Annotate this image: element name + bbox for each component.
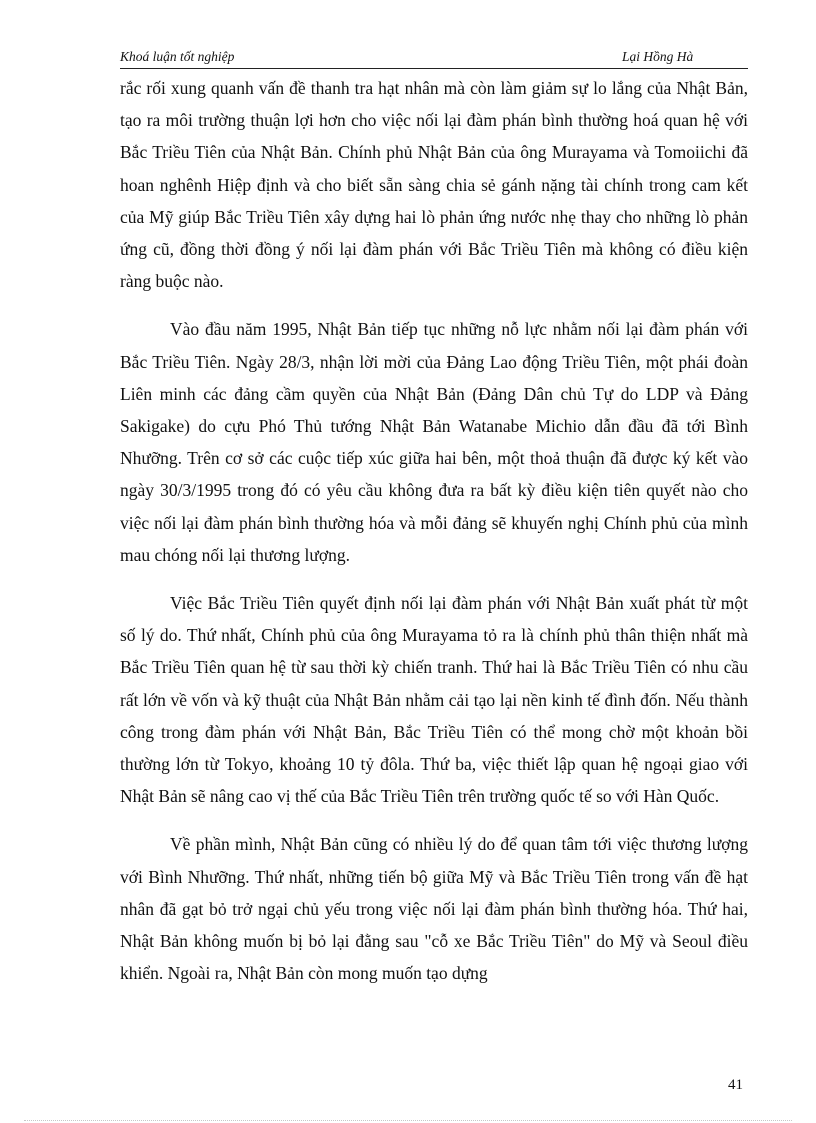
paragraph-3: Việc Bắc Triều Tiên quyết định nối lại đàm phán với Nhật Bản xuất phát từ một số lý do. Thứ nhất, Chính phủ của ông Murayama tỏ ra là chính phủ thân thiện nhất mà Bắc Triều Tiên quan hệ từ sau thời kỳ chiến tranh. Thứ hai là Bắc Triều Tiên có nhu cầu rất lớn về vốn và kỹ thuật của Nhật Bản nhằm cải tạo lại nền kinh tế đình đốn. Nếu thành công trong đàm phán với Nhật Bản, Bắc Triều Tiên có thể mong chờ một khoản bồi thường lớn từ Tokyo, khoảng 10 tỷ đôla. Thứ ba, việc thiết lập quan hệ ngoại giao với Nhật Bản sẽ nâng cao vị thế của Bắc Triều Tiên trên trường quốc tế so với Hàn Quốc. [120, 593, 748, 807]
paragraph-1: rắc rối xung quanh vấn đề thanh tra hạt nhân mà còn làm giảm sự lo lắng của Nhật Bản, tạo ra môi trường thuận lợi hơn cho việc nối lại đàm phán bình thường hoá quan hệ với Bắc Triều Tiên của Nhật Bản. Chính phủ Nhật Bản của ông Murayama và Tomoiichi đã hoan nghênh Hiệp định và cho biết sẵn sàng chia sẻ gánh nặng tài chính trong cam kết của Mỹ giúp Bắc Triều Tiên xây dựng hai lò phản ứng nước nhẹ thay cho những lò phản ứng cũ, đồng thời đồng ý nối lại đàm phán với Bắc Triều Tiên mà không có điều kiện ràng buộc nào. [120, 78, 748, 292]
header-author-name: Lại Hồng Hà [622, 49, 694, 64]
paragraph-4: Về phần mình, Nhật Bản cũng có nhiều lý do để quan tâm tới việc thương lượng với Bình Nhưỡng. Thứ nhất, những tiến bộ giữa Mỹ và Bắc Triều Tiên trong vấn đề hạt nhân đã gạt bỏ trở ngại chủ yếu trong việc nối lại đàm phán bình thường hóa. Thứ hai, Nhật Bản không muốn bị bỏ lại đằng sau "cỗ xe Bắc Triều Tiên" do Mỹ và Seoul điều khiển. Ngoài ra, Nhật Bản còn mong muốn tạo dựng [120, 834, 748, 984]
header-thesis-label: Khoá luận tốt nghiệp [120, 49, 235, 64]
paragraph-2: Vào đầu năm 1995, Nhật Bản tiếp tục những nỗ lực nhằm nối lại đàm phán với Bắc Triều Tiên. Ngày 28/3, nhận lời mời của Đảng Lao động Triều Tiên, một phái đoàn Liên minh các đảng cầm quyền của Nhật Bản (Đảng Dân chủ Tự do LDP và Đảng Sakigake) do cựu Phó Thủ tướng Nhật Bản Watanabe Michio dẫn đầu đã tới Bình Nhưỡng. Trên cơ sở các cuộc tiếp xúc giữa hai bên, một thoả thuận đã được ký kết vào ngày 30/3/1995 trong đó có yêu cầu không đưa ra bất kỳ điều kiện tiên quyết nào cho việc nối lại đàm phán bình thường hóa và mỗi đảng sẽ khuyến nghị Chính phủ của mình mau chóng nối lại thương lượng. [120, 319, 748, 565]
page-number: 41 [728, 1077, 743, 1093]
running-header [120, 48, 748, 69]
body-text [120, 72, 748, 1005]
page-bottom-divider [24, 1120, 792, 1121]
